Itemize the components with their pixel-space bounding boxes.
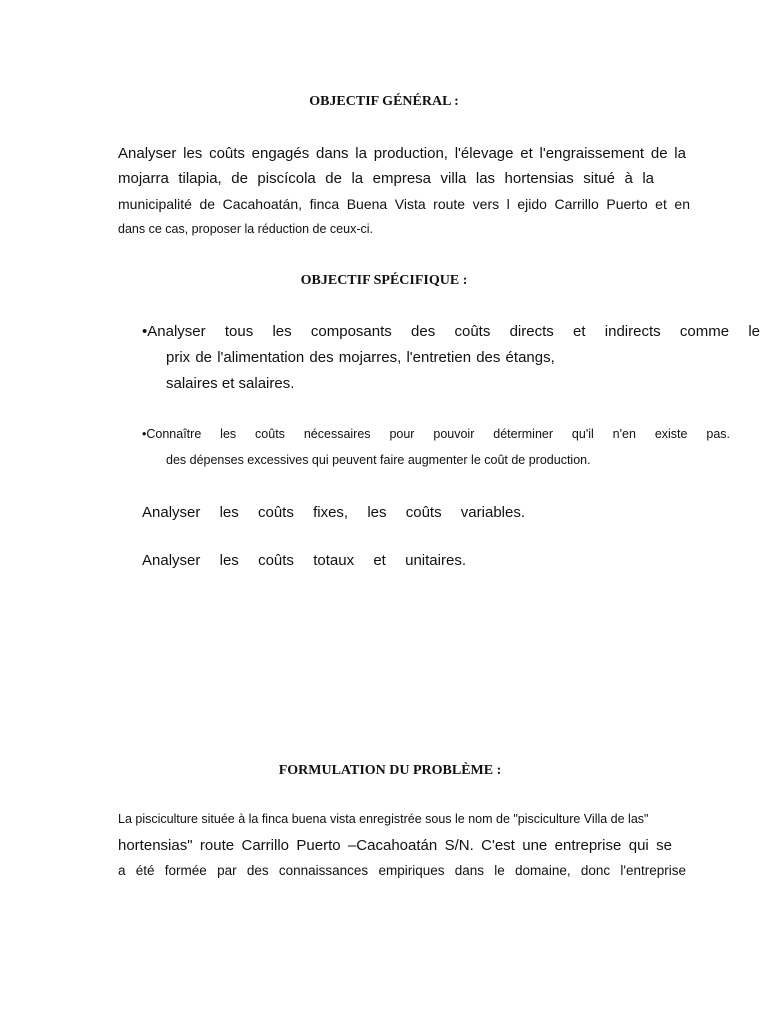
general-line-2: mojarra tilapia, de piscícola de la empresa villa las hortensias situé à la xyxy=(118,170,654,187)
specifique-item3: Analyser les coûts fixes, les coûts variables. xyxy=(142,504,525,521)
general-line-1: Analyser les coûts engagés dans la production, l'élevage et l'engraissement de la xyxy=(118,145,686,162)
formulation-line-3: a été formée par des connaissances empiriques dans le domaine, donc l'entreprise xyxy=(118,863,686,878)
formulation-line-2: hortensias" route Carrillo Puerto –Cacahoatán S/N. C'est une entreprise qui se xyxy=(118,837,672,854)
specifique-item2-line-2: des dépenses excessives qui peuvent faire augmenter le coût de production. xyxy=(166,453,591,467)
formulation-line-1: La pisciculture située à la finca buena vista enregistrée sous le nom de "pisciculture Villa de las" xyxy=(118,812,649,826)
specifique-item1-line-3: salaires et salaires. xyxy=(166,375,295,392)
specifique-item1-line-2: prix de l'alimentation des mojarres, l'entretien des étangs, xyxy=(166,349,555,366)
objectif-general-heading: OBJECTIF GÉNÉRAL : xyxy=(309,94,459,109)
formulation-heading: FORMULATION DU PROBLÈME : xyxy=(278,763,502,778)
specifique-item2-line-1: •Connaître les coûts nécessaires pour pouvoir déterminer qu'il n'en existe pas. xyxy=(142,427,730,441)
specifique-item4: Analyser les coûts totaux et unitaires. xyxy=(142,552,466,569)
objectif-specifique-heading: OBJECTIF SPÉCIFIQUE : xyxy=(300,273,468,288)
general-line-4: dans ce cas, proposer la réduction de ceux-ci. xyxy=(118,222,373,236)
general-line-3: municipalité de Cacahoatán, finca Buena Vista route vers l ejido Carrillo Puerto et en xyxy=(118,196,690,212)
specifique-item1-line-1: •Analyser tous les composants des coûts directs et indirects comme le xyxy=(142,323,760,340)
